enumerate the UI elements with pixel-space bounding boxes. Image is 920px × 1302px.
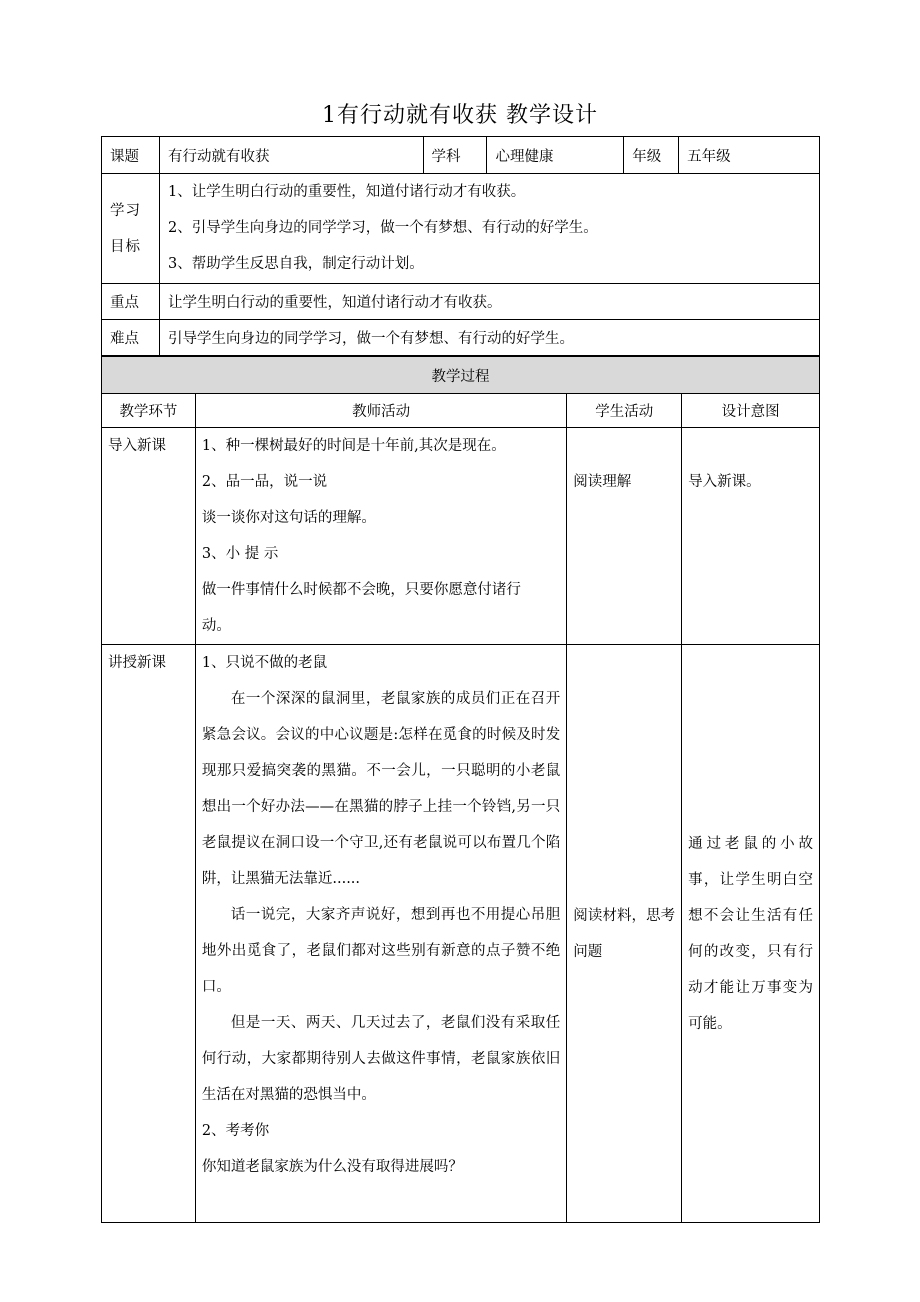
difficulty-label: 难点	[102, 320, 160, 356]
design-intent-cell: 导入新课。	[682, 428, 820, 645]
table-row	[102, 428, 820, 645]
goal-item: 3、帮助学生反思自我，制定行动计划。	[167, 256, 424, 272]
topic-row	[102, 137, 820, 174]
column-header: 教学环节	[102, 394, 196, 428]
quiz-question: 你知道老鼠家族为什么没有取得进展吗？	[201, 1159, 463, 1175]
design-intent-cell: 通过老鼠的小故事，让学生明白空想不会让生活有任何的改变，只有行动才能让万事变为可能。	[682, 645, 820, 1223]
process-header-row	[102, 394, 820, 428]
goal-item: 1、让学生明白行动的重要性，知道付诸行动才有收获。	[167, 184, 526, 200]
goals-label: 学习目标	[102, 174, 160, 284]
teacher-activity-cell: 1、种一棵树最好的时间是十年前,其次是现在。 2、品一品，说一说 谈一谈你对这句话的理解。 3、小 提 示 做一件事情什么时候都不会晚，只要你愿意付诸行 动。	[195, 428, 566, 645]
process-section-row	[102, 357, 820, 394]
grade-value: 五年级	[679, 137, 820, 174]
subject-label: 学科	[423, 137, 487, 174]
subject-value: 心理健康	[487, 137, 624, 174]
goals-row	[102, 174, 820, 284]
key-value: 让学生明白行动的重要性，知道付诸行动才有收获。	[159, 284, 819, 320]
quiz-heading: 2、考考你	[201, 1123, 270, 1139]
table-row	[102, 645, 820, 1223]
column-header: 学生活动	[567, 394, 682, 428]
column-header: 教师活动	[195, 394, 566, 428]
topic-value: 有行动就有收获	[159, 137, 423, 174]
page-title: 1有行动就有收获 教学设计	[322, 103, 598, 128]
stage-cell: 讲授新课	[102, 645, 196, 1223]
difficulty-row	[102, 320, 820, 356]
teaching-process-table	[101, 356, 820, 1223]
stage-cell: 导入新课	[102, 428, 196, 645]
key-label: 重点	[102, 284, 160, 320]
story-paragraph: 话一说完，大家齐声说好，想到再也不用提心吊胆地外出觅食了，老鼠们都对这些别有新意的点子赞不绝口。	[201, 907, 561, 995]
key-row	[102, 284, 820, 320]
teacher-activity-cell	[195, 645, 566, 1223]
column-header: 设计意图	[682, 394, 820, 428]
course-info-table	[101, 136, 820, 356]
goals-list	[159, 174, 819, 284]
goal-item: 2、引导学生向身边的同学学习，做一个有梦想、有行动的好学生。	[167, 220, 598, 236]
story-paragraph: 但是一天、两天、几天过去了，老鼠们没有采取任何行动，大家都期待别人去做这件事情，老鼠家族依旧生活在对黑猫的恐惧当中。	[201, 1015, 561, 1103]
story-paragraph: 在一个深深的鼠洞里，老鼠家族的成员们正在召开紧急会议。会议的中心议题是:怎样在觅食的时候及时发现那只爱搞突袭的黑猫。不一会儿，一只聪明的小老鼠想出一个好办法——在黑猫的脖子上挂一个铃铛,另一只老鼠提议在洞口设一个守卫,还有老鼠说可以布置几个陷阱，让黑猫无法靠近......	[201, 691, 561, 887]
difficulty-value: 引导学生向身边的同学学习，做一个有梦想、有行动的好学生。	[159, 320, 819, 356]
topic-label: 课题	[102, 137, 160, 174]
student-activity-cell: 阅读理解	[567, 428, 682, 645]
student-activity-cell: 阅读材料，思考问题	[567, 645, 682, 1223]
process-section-title: 教学过程	[102, 357, 820, 394]
grade-label: 年级	[624, 137, 679, 174]
story-heading: 1、只说不做的老鼠	[201, 655, 328, 671]
